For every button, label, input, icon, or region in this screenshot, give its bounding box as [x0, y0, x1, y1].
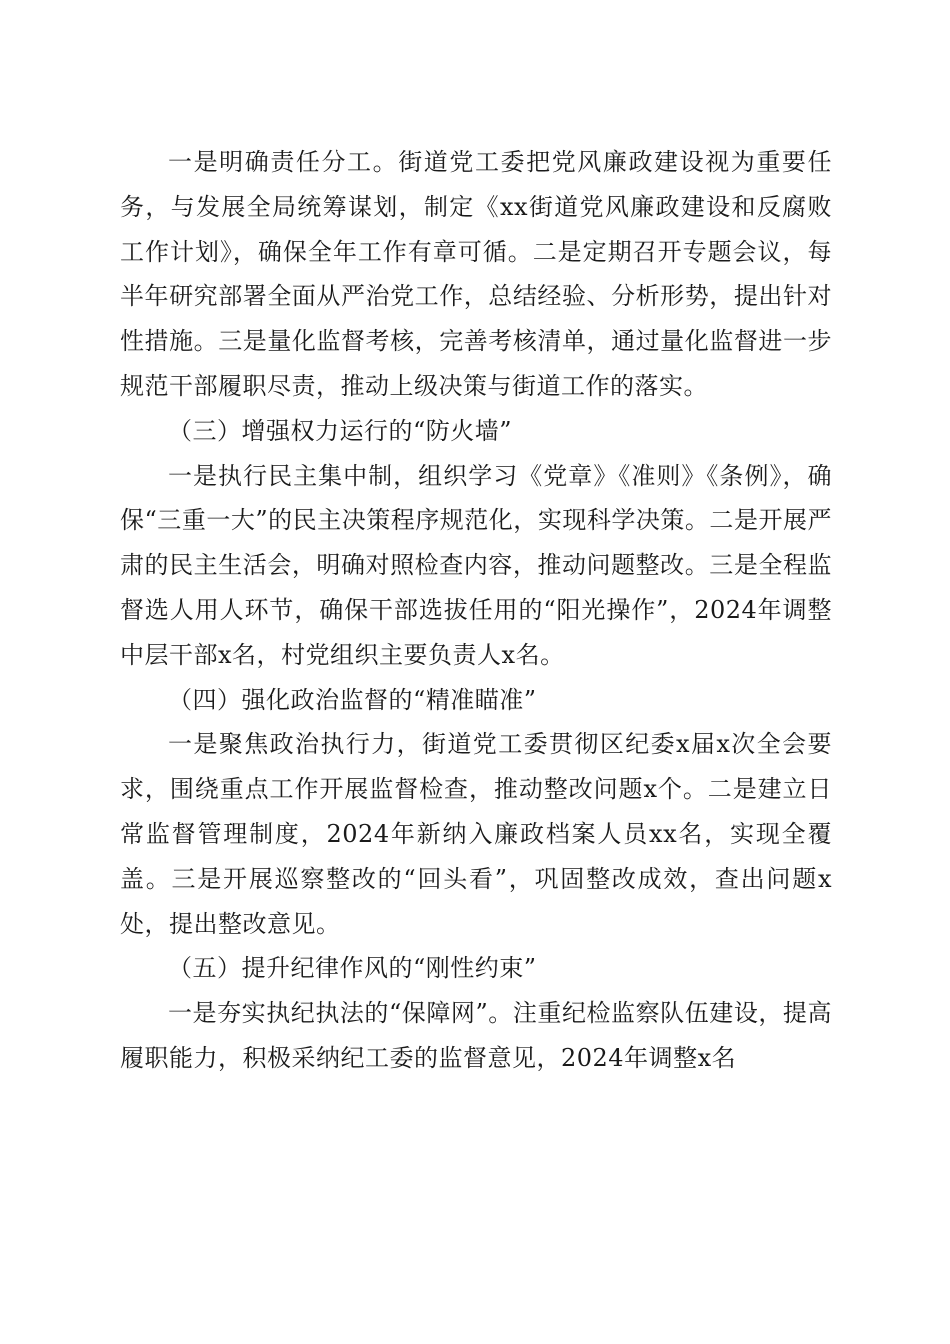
body-paragraph: 一是明确责任分工。街道党工委把党风廉政建设视为重要任务，与发展全局统筹谋划，制定《xx街道党风廉政建设和反腐败工作计划》，确保全年工作有章可循。二是定期召开专题会议，每半年研究部署全面从严治党工作，总结经验、分析形势，提出针对性措施。三是量化监督考核，完善考核清单，通过量化监督进一步规范干部履职尽责，推动上级决策与街道工作的落实。: [120, 148, 832, 400]
section-heading: （四）强化政治监督的“精准瞄准”: [168, 685, 537, 714]
body-paragraph: 一是执行民主集中制，组织学习《党章》《准则》《条例》，确保“三重一大”的民主决策程序规范化，实现科学决策。二是开展严肃的民主生活会，明确对照检查内容，推动问题整改。三是全程监督选人用人环节，确保干部选拔任用的“阳光操作”，2024年调整中层干部x名，村党组织主要负责人x名。: [120, 461, 832, 669]
section-heading: （三）增强权力运行的“防火墙”: [168, 416, 513, 445]
document-page: [120, 140, 832, 1081]
section-heading: （五）提升纪律作风的“刚性约束”: [168, 954, 537, 983]
body-paragraph: 一是聚焦政治执行力，街道党工委贯彻区纪委x届x次全会要求，围绕重点工作开展监督检查，推动整改问题x个。二是建立日常监督管理制度，2024年新纳入廉政档案人员xx名，实现全覆盖。三是开展巡察整改的“回头看”，巩固整改成效，查出问题x处，提出整改意见。: [120, 730, 832, 938]
body-paragraph: 一是夯实执纪执法的“保障网”。注重纪检监察队伍建设，提高履职能力，积极采纳纪工委的监督意见，2024年调整x名: [120, 999, 832, 1072]
